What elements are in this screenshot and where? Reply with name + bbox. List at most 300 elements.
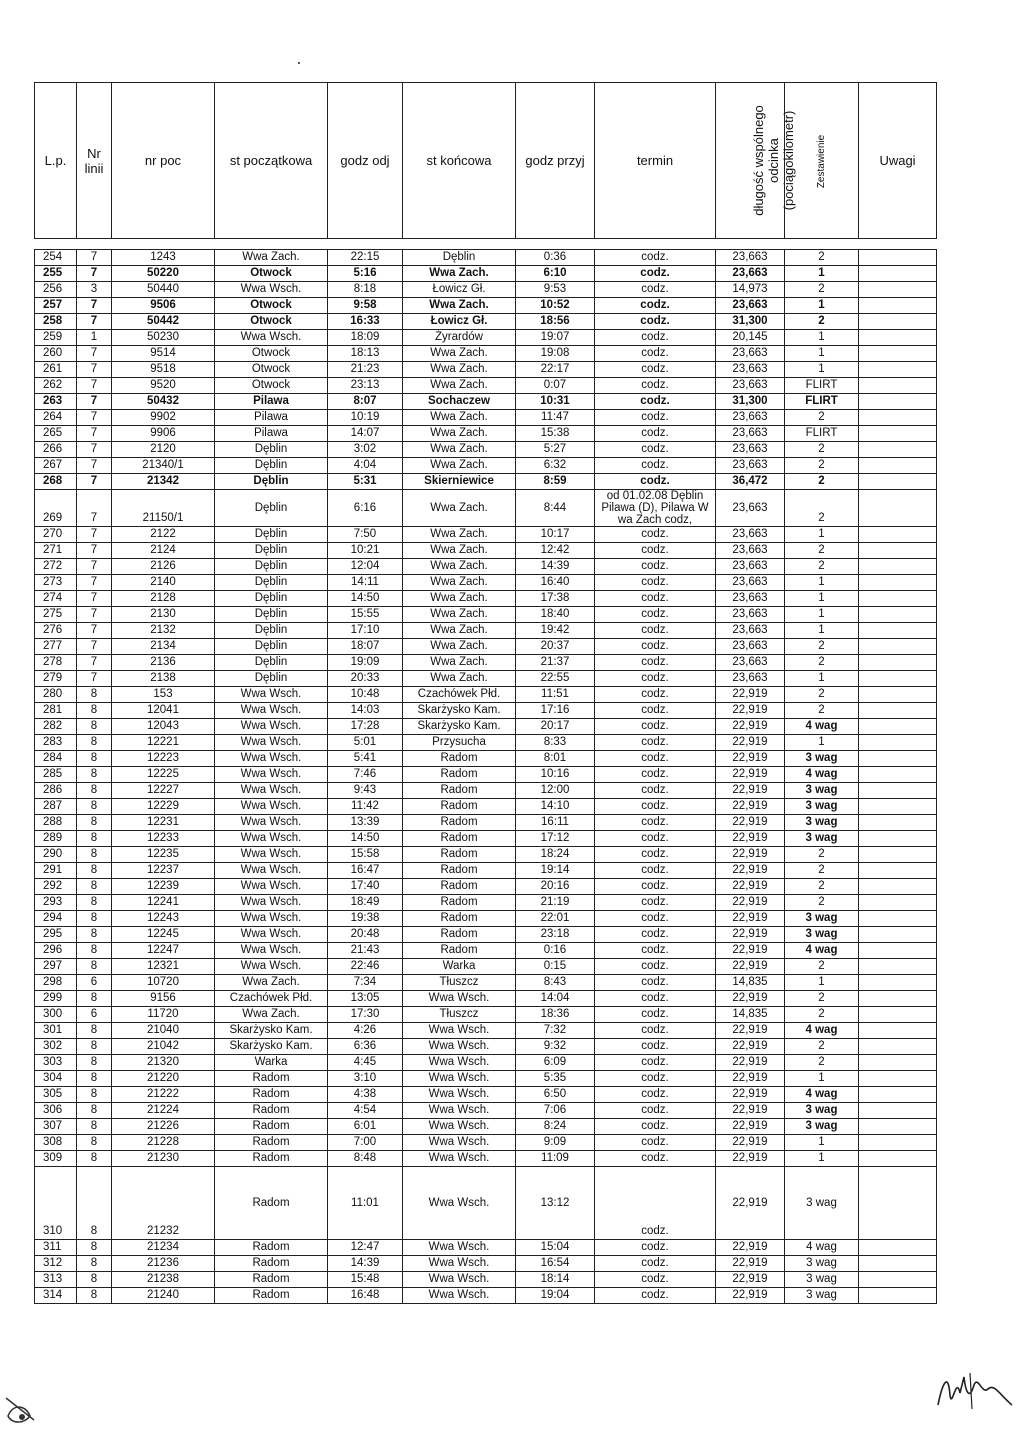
cell-st-koncowa: Wwa Zach.	[403, 442, 516, 458]
cell-termin: codz.	[595, 410, 716, 426]
cell-nr-linii: 8	[77, 1039, 112, 1055]
cell-godz-przyj: 16:40	[516, 575, 595, 591]
cell-zestawienie: 2	[785, 490, 859, 527]
cell-zestawienie: 2	[785, 895, 859, 911]
cell-st-poczatkowa: Wwa Wsch.	[215, 879, 328, 895]
cell-godz-odj: 7:34	[328, 975, 403, 991]
cell-nr-poc: 12229	[112, 799, 215, 815]
cell-nr-linii: 7	[77, 575, 112, 591]
cell-st-koncowa: Wwa Wsch.	[403, 1055, 516, 1071]
table-row	[35, 895, 937, 911]
cell-godz-odj: 3:10	[328, 1071, 403, 1087]
cell-dlugosc: 22,919	[716, 1055, 785, 1071]
cell-dlugosc: 22,919	[716, 1288, 785, 1304]
cell-nr-linii: 7	[77, 394, 112, 410]
cell-nr-linii: 7	[77, 527, 112, 543]
cell-zestawienie: 2	[785, 1055, 859, 1071]
cell-lp: 258	[35, 314, 77, 330]
cell-godz-przyj: 6:10	[516, 266, 595, 282]
table-row	[35, 1135, 937, 1151]
cell-dlugosc: 22,919	[716, 1071, 785, 1087]
cell-zestawienie: FLIRT	[785, 378, 859, 394]
cell-lp: 296	[35, 943, 77, 959]
table-row	[35, 266, 937, 282]
cell-nr-linii: 8	[77, 1055, 112, 1071]
cell-st-poczatkowa: Radom	[215, 1288, 328, 1304]
cell-uwagi	[859, 639, 937, 655]
cell-zestawienie: 3 wag	[785, 1288, 859, 1304]
timetable-sheet	[34, 82, 936, 1304]
cell-st-koncowa: Wwa Wsch.	[403, 1087, 516, 1103]
cell-godz-przyj: 6:09	[516, 1055, 595, 1071]
cell-lp: 278	[35, 655, 77, 671]
cell-st-poczatkowa: Wwa Wsch.	[215, 767, 328, 783]
table-row	[35, 1240, 937, 1256]
cell-uwagi	[859, 1272, 937, 1288]
cell-godz-odj: 18:13	[328, 346, 403, 362]
cell-godz-przyj: 0:36	[516, 250, 595, 266]
cell-nr-poc: 12041	[112, 703, 215, 719]
cell-st-koncowa: Czachówek Płd.	[403, 687, 516, 703]
col-zestawienie: Zestawienie	[785, 83, 859, 239]
cell-lp: 311	[35, 1240, 77, 1256]
cell-dlugosc: 23,663	[716, 671, 785, 687]
cell-lp: 309	[35, 1151, 77, 1167]
cell-uwagi	[859, 1103, 937, 1119]
cell-lp: 272	[35, 559, 77, 575]
cell-st-koncowa: Wwa Zach.	[403, 575, 516, 591]
cell-dlugosc: 36,472	[716, 474, 785, 490]
cell-zestawienie: 3 wag	[785, 799, 859, 815]
cell-godz-przyj: 19:07	[516, 330, 595, 346]
table-row	[35, 671, 937, 687]
table-row	[35, 927, 937, 943]
cell-godz-przyj: 18:36	[516, 1007, 595, 1023]
cell-nr-linii: 8	[77, 911, 112, 927]
cell-st-koncowa: Radom	[403, 879, 516, 895]
cell-zestawienie: 2	[785, 703, 859, 719]
cell-lp: 268	[35, 474, 77, 490]
cell-nr-poc: 2132	[112, 623, 215, 639]
cell-zestawienie: 2	[785, 458, 859, 474]
cell-zestawienie: 2	[785, 474, 859, 490]
cell-st-koncowa: Wwa Wsch.	[403, 1135, 516, 1151]
cell-lp: 262	[35, 378, 77, 394]
cell-lp: 255	[35, 266, 77, 282]
cell-nr-linii: 8	[77, 1272, 112, 1288]
cell-uwagi	[859, 719, 937, 735]
cell-godz-odj: 22:15	[328, 250, 403, 266]
cell-lp: 279	[35, 671, 77, 687]
cell-godz-przyj: 6:50	[516, 1087, 595, 1103]
cell-dlugosc: 23,663	[716, 266, 785, 282]
cell-dlugosc: 22,919	[716, 703, 785, 719]
cell-godz-przyj: 14:04	[516, 991, 595, 1007]
cell-nr-poc: 2124	[112, 543, 215, 559]
cell-godz-przyj: 17:16	[516, 703, 595, 719]
cell-uwagi	[859, 362, 937, 378]
cell-st-koncowa: Dęblin	[403, 250, 516, 266]
cell-termin: codz.	[595, 346, 716, 362]
table-row	[35, 879, 937, 895]
table-row	[35, 687, 937, 703]
cell-godz-przyj: 5:27	[516, 442, 595, 458]
cell-godz-odj: 22:46	[328, 959, 403, 975]
cell-st-koncowa: Wwa Wsch.	[403, 1039, 516, 1055]
col-uwagi: Uwagi	[859, 83, 937, 239]
cell-godz-przyj: 16:54	[516, 1256, 595, 1272]
cell-dlugosc: 22,919	[716, 1167, 785, 1240]
cell-nr-linii: 8	[77, 1167, 112, 1240]
cell-godz-przyj: 10:16	[516, 767, 595, 783]
cell-dlugosc: 23,663	[716, 655, 785, 671]
cell-st-poczatkowa: Pilawa	[215, 410, 328, 426]
cell-uwagi	[859, 623, 937, 639]
cell-godz-odj: 14:50	[328, 591, 403, 607]
cell-godz-odj: 21:23	[328, 362, 403, 378]
cell-uwagi	[859, 1167, 937, 1240]
cell-termin: codz.	[595, 1055, 716, 1071]
cell-godz-przyj: 19:04	[516, 1288, 595, 1304]
cell-st-poczatkowa: Wwa Wsch.	[215, 895, 328, 911]
cell-termin: codz.	[595, 330, 716, 346]
table-row	[35, 330, 937, 346]
cell-termin: codz.	[595, 282, 716, 298]
table-row	[35, 719, 937, 735]
cell-nr-linii: 8	[77, 1256, 112, 1272]
cell-st-koncowa: Wwa Zach.	[403, 266, 516, 282]
cell-dlugosc: 22,919	[716, 1151, 785, 1167]
cell-nr-linii: 8	[77, 943, 112, 959]
cell-termin: codz.	[595, 655, 716, 671]
cell-termin: codz.	[595, 1151, 716, 1167]
cell-uwagi	[859, 1055, 937, 1071]
cell-termin: codz.	[595, 575, 716, 591]
cell-nr-poc: 9902	[112, 410, 215, 426]
table-row	[35, 863, 937, 879]
cell-lp: 287	[35, 799, 77, 815]
cell-dlugosc: 23,663	[716, 527, 785, 543]
cell-dlugosc: 22,919	[716, 847, 785, 863]
cell-termin: codz.	[595, 1167, 716, 1240]
cell-godz-przyj: 18:56	[516, 314, 595, 330]
cell-godz-odj: 6:16	[328, 490, 403, 527]
cell-godz-przyj: 7:06	[516, 1103, 595, 1119]
cell-st-koncowa: Żyrardów	[403, 330, 516, 346]
cell-dlugosc: 22,919	[716, 1135, 785, 1151]
cell-nr-poc: 21238	[112, 1272, 215, 1288]
cell-lp: 298	[35, 975, 77, 991]
cell-zestawienie: 1	[785, 1135, 859, 1151]
cell-st-poczatkowa: Skarżysko Kam.	[215, 1039, 328, 1055]
cell-zestawienie: 2	[785, 1007, 859, 1023]
cell-st-koncowa: Wwa Zach.	[403, 639, 516, 655]
cell-st-koncowa: Wwa Zach.	[403, 426, 516, 442]
cell-dlugosc: 22,919	[716, 799, 785, 815]
cell-nr-poc: 12227	[112, 783, 215, 799]
cell-termin: codz.	[595, 975, 716, 991]
cell-uwagi	[859, 783, 937, 799]
cell-termin: codz.	[595, 543, 716, 559]
cell-godz-przyj: 18:14	[516, 1272, 595, 1288]
cell-dlugosc: 22,919	[716, 783, 785, 799]
cell-zestawienie: 1	[785, 607, 859, 623]
cell-godz-odj: 5:31	[328, 474, 403, 490]
cell-uwagi	[859, 831, 937, 847]
cell-st-koncowa: Wwa Wsch.	[403, 1240, 516, 1256]
cell-zestawienie: FLIRT	[785, 426, 859, 442]
cell-zestawienie: 1	[785, 575, 859, 591]
cell-godz-przyj: 20:17	[516, 719, 595, 735]
cell-nr-linii: 7	[77, 543, 112, 559]
cell-uwagi	[859, 346, 937, 362]
cell-st-koncowa: Wwa Zach.	[403, 410, 516, 426]
table-row	[35, 1023, 937, 1039]
cell-nr-linii: 7	[77, 474, 112, 490]
cell-godz-odj: 5:41	[328, 751, 403, 767]
cell-godz-przyj: 19:42	[516, 623, 595, 639]
cell-termin: codz.	[595, 1103, 716, 1119]
cell-godz-odj: 4:54	[328, 1103, 403, 1119]
cell-dlugosc: 22,919	[716, 895, 785, 911]
cell-zestawienie: 1	[785, 623, 859, 639]
cell-nr-poc: 9514	[112, 346, 215, 362]
cell-godz-przyj: 14:10	[516, 799, 595, 815]
cell-nr-poc: 11720	[112, 1007, 215, 1023]
col-dlugosc-label: długość wspólnego odcinka (pociągokilometr)	[750, 105, 796, 216]
cell-godz-odj: 17:28	[328, 719, 403, 735]
cell-zestawienie: 2	[785, 847, 859, 863]
cell-nr-poc: 21224	[112, 1103, 215, 1119]
cell-godz-przyj: 9:53	[516, 282, 595, 298]
cell-st-poczatkowa: Wwa Wsch.	[215, 927, 328, 943]
cell-zestawienie: 2	[785, 543, 859, 559]
cell-zestawienie: 1	[785, 1071, 859, 1087]
cell-godz-przyj: 16:11	[516, 815, 595, 831]
cell-lp: 293	[35, 895, 77, 911]
cell-termin: codz.	[595, 607, 716, 623]
cell-godz-przyj: 12:42	[516, 543, 595, 559]
cell-lp: 312	[35, 1256, 77, 1272]
cell-dlugosc: 22,919	[716, 1240, 785, 1256]
cell-termin: codz.	[595, 458, 716, 474]
cell-termin: codz.	[595, 687, 716, 703]
table-row	[35, 410, 937, 426]
cell-nr-poc: 50432	[112, 394, 215, 410]
cell-nr-poc: 9506	[112, 298, 215, 314]
cell-lp: 286	[35, 783, 77, 799]
cell-zestawienie: 1	[785, 362, 859, 378]
cell-st-poczatkowa: Radom	[215, 1135, 328, 1151]
cell-termin: codz.	[595, 298, 716, 314]
cell-nr-poc: 2122	[112, 527, 215, 543]
cell-st-koncowa: Wwa Zach.	[403, 298, 516, 314]
cell-st-poczatkowa: Dęblin	[215, 575, 328, 591]
cell-lp: 274	[35, 591, 77, 607]
cell-st-poczatkowa: Radom	[215, 1272, 328, 1288]
cell-zestawienie: 3 wag	[785, 1103, 859, 1119]
cell-st-koncowa: Wwa Zach.	[403, 607, 516, 623]
cell-st-poczatkowa: Dęblin	[215, 671, 328, 687]
table-row	[35, 314, 937, 330]
cell-lp: 269	[35, 490, 77, 527]
cell-godz-przyj: 21:19	[516, 895, 595, 911]
cell-godz-odj: 14:03	[328, 703, 403, 719]
cell-nr-poc: 2120	[112, 442, 215, 458]
cell-nr-poc: 12241	[112, 895, 215, 911]
cell-st-poczatkowa: Radom	[215, 1119, 328, 1135]
cell-godz-odj: 20:48	[328, 927, 403, 943]
cell-st-koncowa: Łowicz Gł.	[403, 282, 516, 298]
cell-termin: codz.	[595, 719, 716, 735]
cell-st-poczatkowa: Wwa Wsch.	[215, 847, 328, 863]
cell-uwagi	[859, 1087, 937, 1103]
cell-zestawienie: 3 wag	[785, 815, 859, 831]
cell-godz-przyj: 20:37	[516, 639, 595, 655]
cell-uwagi	[859, 1071, 937, 1087]
cell-st-koncowa: Przysucha	[403, 735, 516, 751]
cell-godz-przyj: 18:24	[516, 847, 595, 863]
cell-st-koncowa: Wwa Wsch.	[403, 1071, 516, 1087]
table-row	[35, 959, 937, 975]
cell-dlugosc: 23,663	[716, 362, 785, 378]
cell-st-poczatkowa: Dęblin	[215, 591, 328, 607]
cell-st-poczatkowa: Wwa Wsch.	[215, 687, 328, 703]
cell-nr-linii: 8	[77, 879, 112, 895]
table-row	[35, 575, 937, 591]
cell-nr-linii: 8	[77, 831, 112, 847]
col-nr-linii: Nr linii	[77, 83, 112, 239]
table-row	[35, 1055, 937, 1071]
cell-uwagi	[859, 1039, 937, 1055]
cell-zestawienie: 2	[785, 314, 859, 330]
cell-uwagi	[859, 314, 937, 330]
cell-godz-przyj: 8:59	[516, 474, 595, 490]
cell-lp: 281	[35, 703, 77, 719]
cell-st-koncowa: Wwa Zach.	[403, 543, 516, 559]
cell-godz-przyj: 19:14	[516, 863, 595, 879]
cell-termin: codz.	[595, 378, 716, 394]
cell-st-poczatkowa: Otwock	[215, 378, 328, 394]
cell-nr-linii: 7	[77, 671, 112, 687]
cell-termin: codz.	[595, 559, 716, 575]
cell-godz-odj: 17:40	[328, 879, 403, 895]
cell-nr-poc: 50442	[112, 314, 215, 330]
cell-termin: codz.	[595, 1023, 716, 1039]
cell-st-poczatkowa: Wwa Wsch.	[215, 943, 328, 959]
col-godz-przyj: godz przyj	[516, 83, 595, 239]
cell-st-koncowa: Skarżysko Kam.	[403, 703, 516, 719]
cell-zestawienie: 1	[785, 330, 859, 346]
cell-lp: 254	[35, 250, 77, 266]
cell-termin: codz.	[595, 1256, 716, 1272]
cell-termin: codz.	[595, 751, 716, 767]
table-row	[35, 831, 937, 847]
cell-st-poczatkowa: Wwa Wsch.	[215, 703, 328, 719]
cell-dlugosc: 22,919	[716, 1272, 785, 1288]
col-dlugosc	[716, 83, 796, 239]
cell-nr-linii: 8	[77, 1087, 112, 1103]
cell-nr-poc: 12043	[112, 719, 215, 735]
table-row	[35, 1272, 937, 1288]
cell-st-koncowa: Wwa Zach.	[403, 527, 516, 543]
cell-nr-linii: 8	[77, 799, 112, 815]
cell-zestawienie: 2	[785, 250, 859, 266]
cell-lp: 263	[35, 394, 77, 410]
cell-dlugosc: 14,835	[716, 975, 785, 991]
cell-godz-przyj: 21:37	[516, 655, 595, 671]
cell-zestawienie: 2	[785, 1039, 859, 1055]
cell-st-koncowa: Wwa Wsch.	[403, 1288, 516, 1304]
cell-godz-odj: 4:38	[328, 1087, 403, 1103]
cell-godz-przyj: 14:39	[516, 559, 595, 575]
cell-st-koncowa: Łowicz Gł.	[403, 314, 516, 330]
header-gap	[35, 239, 937, 250]
table-row	[35, 767, 937, 783]
cell-termin: codz.	[595, 703, 716, 719]
table-row	[35, 458, 937, 474]
cell-nr-linii: 1	[77, 330, 112, 346]
cell-godz-przyj: 10:17	[516, 527, 595, 543]
cell-nr-poc: 1243	[112, 250, 215, 266]
cell-st-poczatkowa: Radom	[215, 1087, 328, 1103]
table-row	[35, 1103, 937, 1119]
cell-dlugosc: 22,919	[716, 1039, 785, 1055]
cell-st-koncowa: Radom	[403, 831, 516, 847]
cell-nr-poc: 9520	[112, 378, 215, 394]
cell-nr-linii: 7	[77, 442, 112, 458]
cell-st-koncowa: Wwa Wsch.	[403, 1023, 516, 1039]
cell-lp: 261	[35, 362, 77, 378]
cell-dlugosc: 22,919	[716, 943, 785, 959]
cell-godz-odj: 12:04	[328, 559, 403, 575]
cell-dlugosc: 22,919	[716, 735, 785, 751]
cell-lp: 283	[35, 735, 77, 751]
table-row	[35, 1167, 937, 1240]
cell-zestawienie: 1	[785, 1151, 859, 1167]
table-row	[35, 847, 937, 863]
cell-lp: 276	[35, 623, 77, 639]
cell-dlugosc: 23,663	[716, 298, 785, 314]
cell-nr-poc: 21236	[112, 1256, 215, 1272]
table-row	[35, 543, 937, 559]
cell-godz-przyj: 22:01	[516, 911, 595, 927]
cell-lp: 256	[35, 282, 77, 298]
cell-st-poczatkowa: Wwa Wsch.	[215, 735, 328, 751]
cell-nr-poc: 2136	[112, 655, 215, 671]
table-row	[35, 1119, 937, 1135]
cell-st-koncowa: Wwa Wsch.	[403, 1151, 516, 1167]
cell-godz-przyj: 8:24	[516, 1119, 595, 1135]
cell-nr-poc: 50230	[112, 330, 215, 346]
cell-termin: codz.	[595, 639, 716, 655]
cell-zestawienie: 3 wag	[785, 1256, 859, 1272]
cell-st-poczatkowa: Dęblin	[215, 527, 328, 543]
table-row	[35, 911, 937, 927]
cell-nr-linii: 8	[77, 687, 112, 703]
cell-uwagi	[859, 1023, 937, 1039]
table-row	[35, 735, 937, 751]
cell-nr-linii: 8	[77, 719, 112, 735]
cell-lp: 267	[35, 458, 77, 474]
cell-termin: codz.	[595, 1272, 716, 1288]
cell-termin: codz.	[595, 442, 716, 458]
table-row	[35, 362, 937, 378]
cell-termin: codz.	[595, 527, 716, 543]
cell-godz-odj: 5:01	[328, 735, 403, 751]
cell-godz-odj: 14:50	[328, 831, 403, 847]
cell-zestawienie: 4 wag	[785, 767, 859, 783]
